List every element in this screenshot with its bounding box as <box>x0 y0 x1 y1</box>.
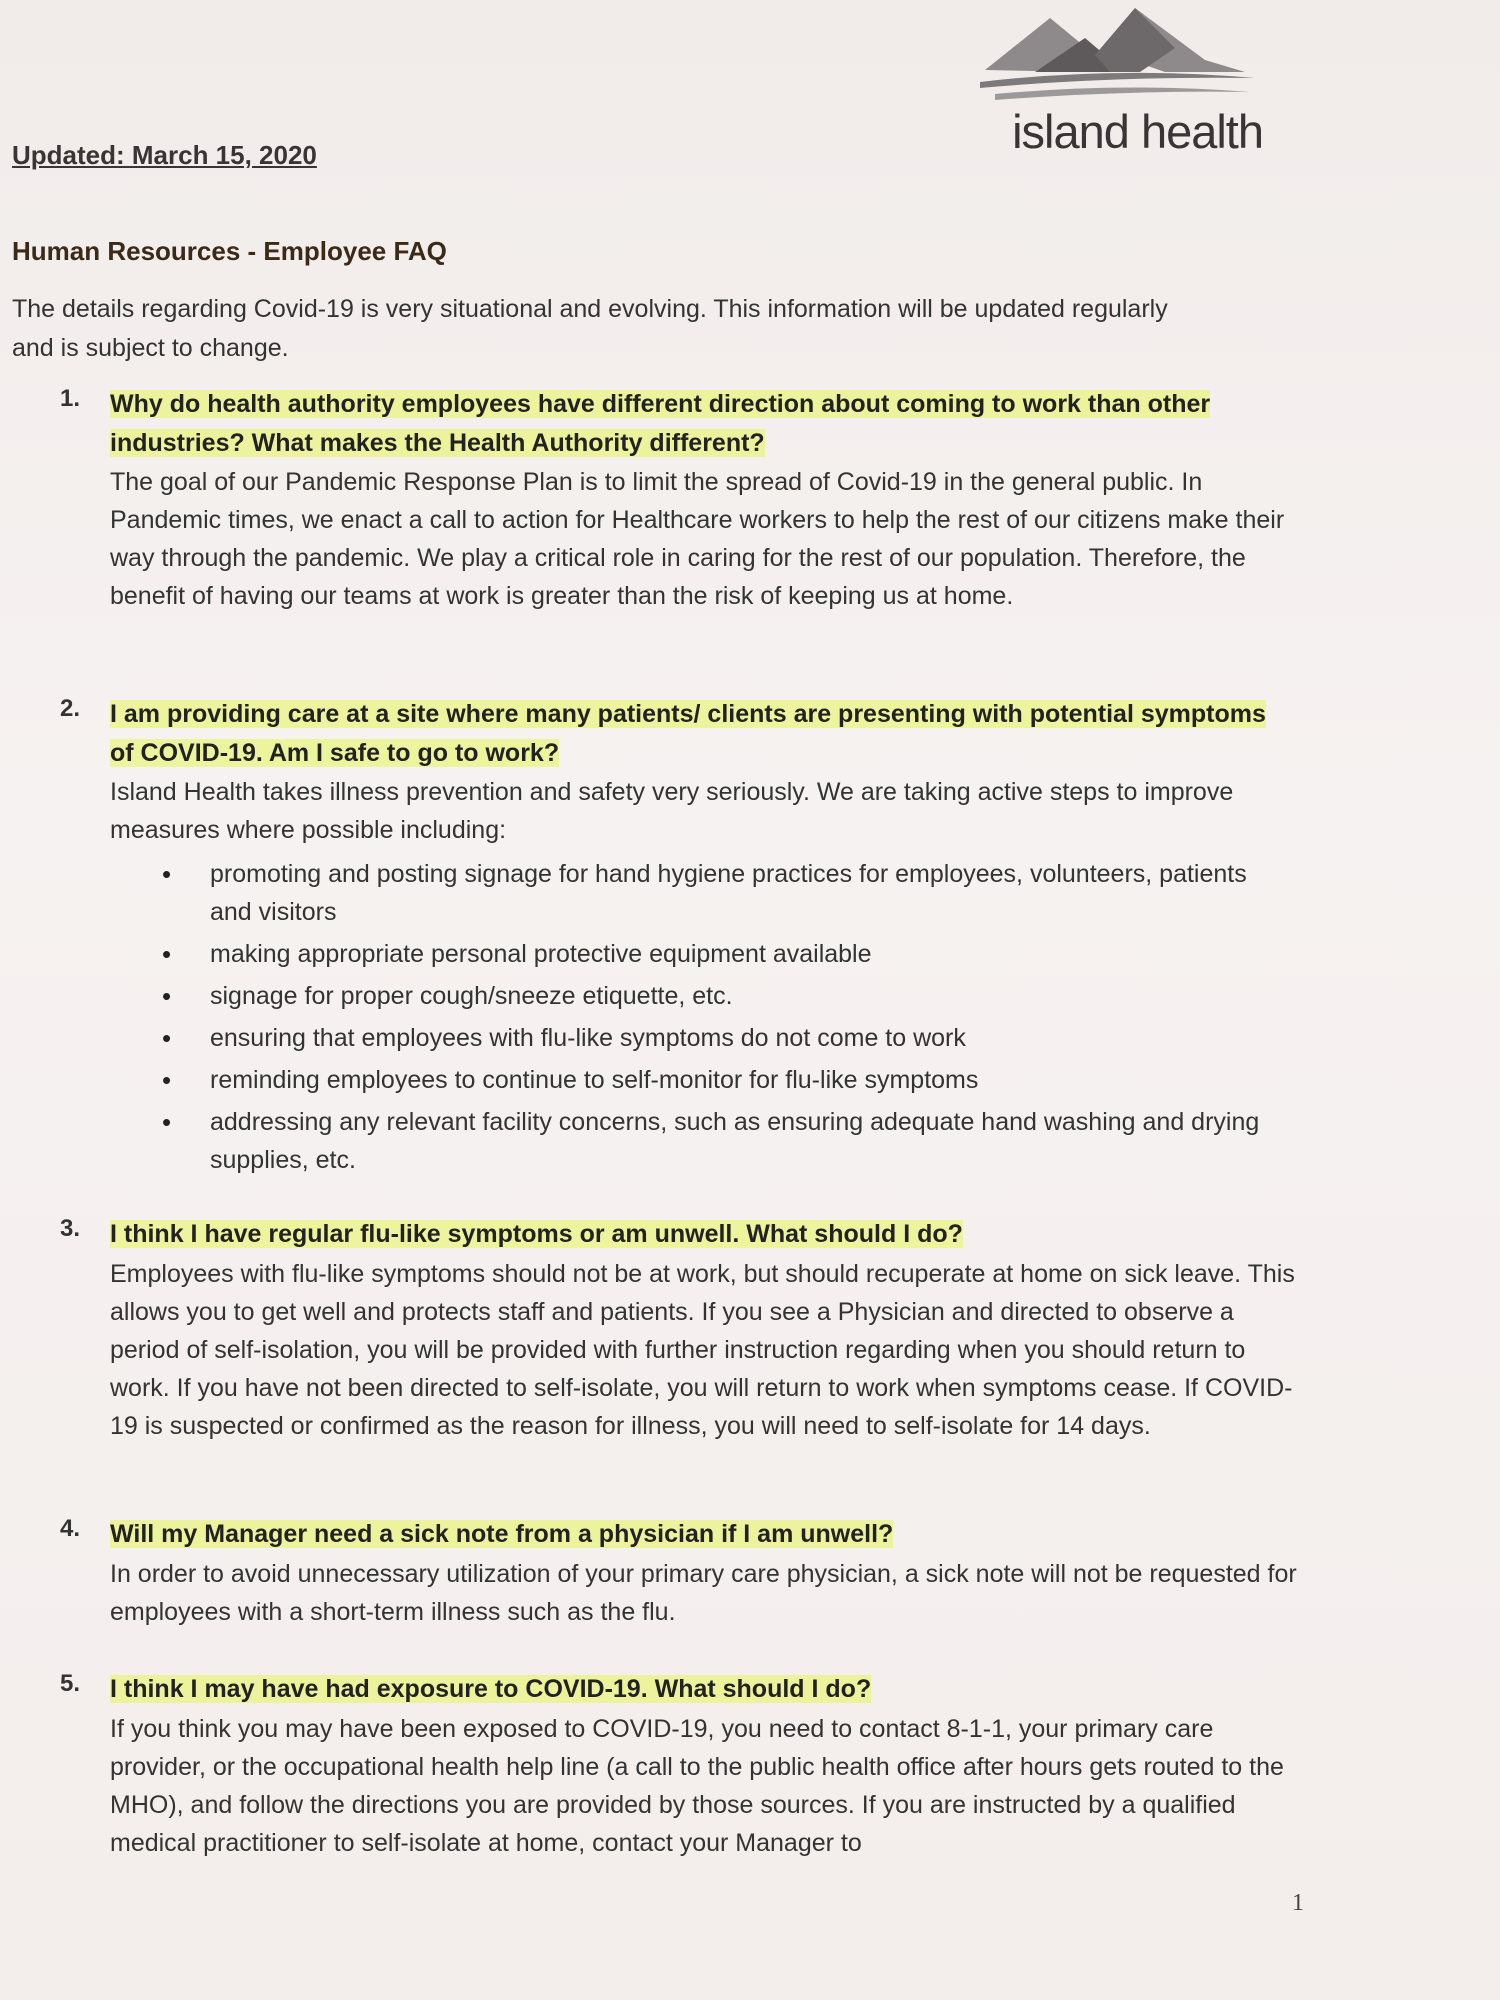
faq-answer: If you think you may have been exposed to COVID-19, you need to contact 8-1-1, your primary care provider, or the occupational health help line (a call to the public health office after hours gets routed to the MHO), and follow the directions you are provided by those sources. If you are instructed by a qualified medical practitioner to self-isolate at home, contact your Manager to <box>110 1715 1284 1857</box>
faq-number: 2. <box>60 695 81 722</box>
list-item: • reminding employees to continue to self-monitor for flu-like symptoms <box>110 1061 1270 1099</box>
faq-number: 4. <box>60 1515 81 1542</box>
faq-question: Will my Manager need a sick note from a physician if I am unwell? <box>110 1520 894 1548</box>
intro-paragraph: The details regarding Covid-19 is very situational and evolving. This information will be updated regularly and is subject to change. <box>12 295 1168 362</box>
logo-text: island health <box>1012 105 1263 158</box>
page-number: 1 <box>1292 1890 1304 1916</box>
faq-answer: In order to avoid unnecessary utilization of your primary care physician, a sick note will not be requested for employees with a short-term illness such as the flu. <box>110 1560 1297 1626</box>
faq-number: 1. <box>60 385 81 412</box>
faq-number: 3. <box>60 1215 81 1242</box>
section-title: Human Resources - Employee FAQ <box>12 236 447 266</box>
list-item: • ensuring that employees with flu-like symptoms do not come to work <box>110 1019 1270 1057</box>
list-item: • promoting and posting signage for hand hygiene practices for employees, volunteers, patients and visitors <box>110 855 1270 931</box>
mountain-logo-icon <box>975 0 1265 110</box>
list-item: • signage for proper cough/sneeze etiquette, etc. <box>110 977 1270 1015</box>
faq-bullet-list <box>110 855 1270 1183</box>
island-health-logo <box>975 0 1265 170</box>
faq-answer: The goal of our Pandemic Response Plan is to limit the spread of Covid-19 in the general public. In Pandemic times, we enact a call to action for Healthcare workers to help the rest of our citizens make their way through the pandemic. We play a critical role in caring for the rest of our population. Therefore, the benefit of having our teams at work is greater than the risk of keeping us at home. <box>110 468 1285 610</box>
list-item: • making appropriate personal protective equipment available <box>110 935 1270 973</box>
faq-question: I think I may have had exposure to COVID-19. What should I do? <box>110 1675 872 1703</box>
faq-answer: Island Health takes illness prevention and safety very seriously. We are taking active steps to improve measures where possible including: <box>110 778 1234 844</box>
faq-question: I am providing care at a site where many patients/ clients are presenting with potential symptoms of COVID-19. Am I safe to go to work? <box>110 700 1266 767</box>
faq-answer: Employees with flu-like symptoms should not be at work, but should recuperate at home on sick leave. This allows you to get well and protects staff and patients. If you see a Physician and directed to observe a period of self-isolation, you will be provided with further instruction regarding when you should return to work. If you have not been directed to self-isolate, you will return to work when symptoms cease. If COVID-19 is suspected or confirmed as the reason for illness, you will need to self-isolate for 14 days. <box>110 1260 1295 1440</box>
updated-date: Updated: March 15, 2020 <box>12 140 317 170</box>
list-item: • addressing any relevant facility concerns, such as ensuring adequate hand washing and drying supplies, etc. <box>110 1103 1270 1179</box>
faq-question: Why do health authority employees have different direction about coming to work than other industries? What makes the Health Authority different? <box>110 390 1211 457</box>
faq-question: I think I have regular flu-like symptoms or am unwell. What should I do? <box>110 1220 963 1248</box>
faq-number: 5. <box>60 1670 81 1697</box>
